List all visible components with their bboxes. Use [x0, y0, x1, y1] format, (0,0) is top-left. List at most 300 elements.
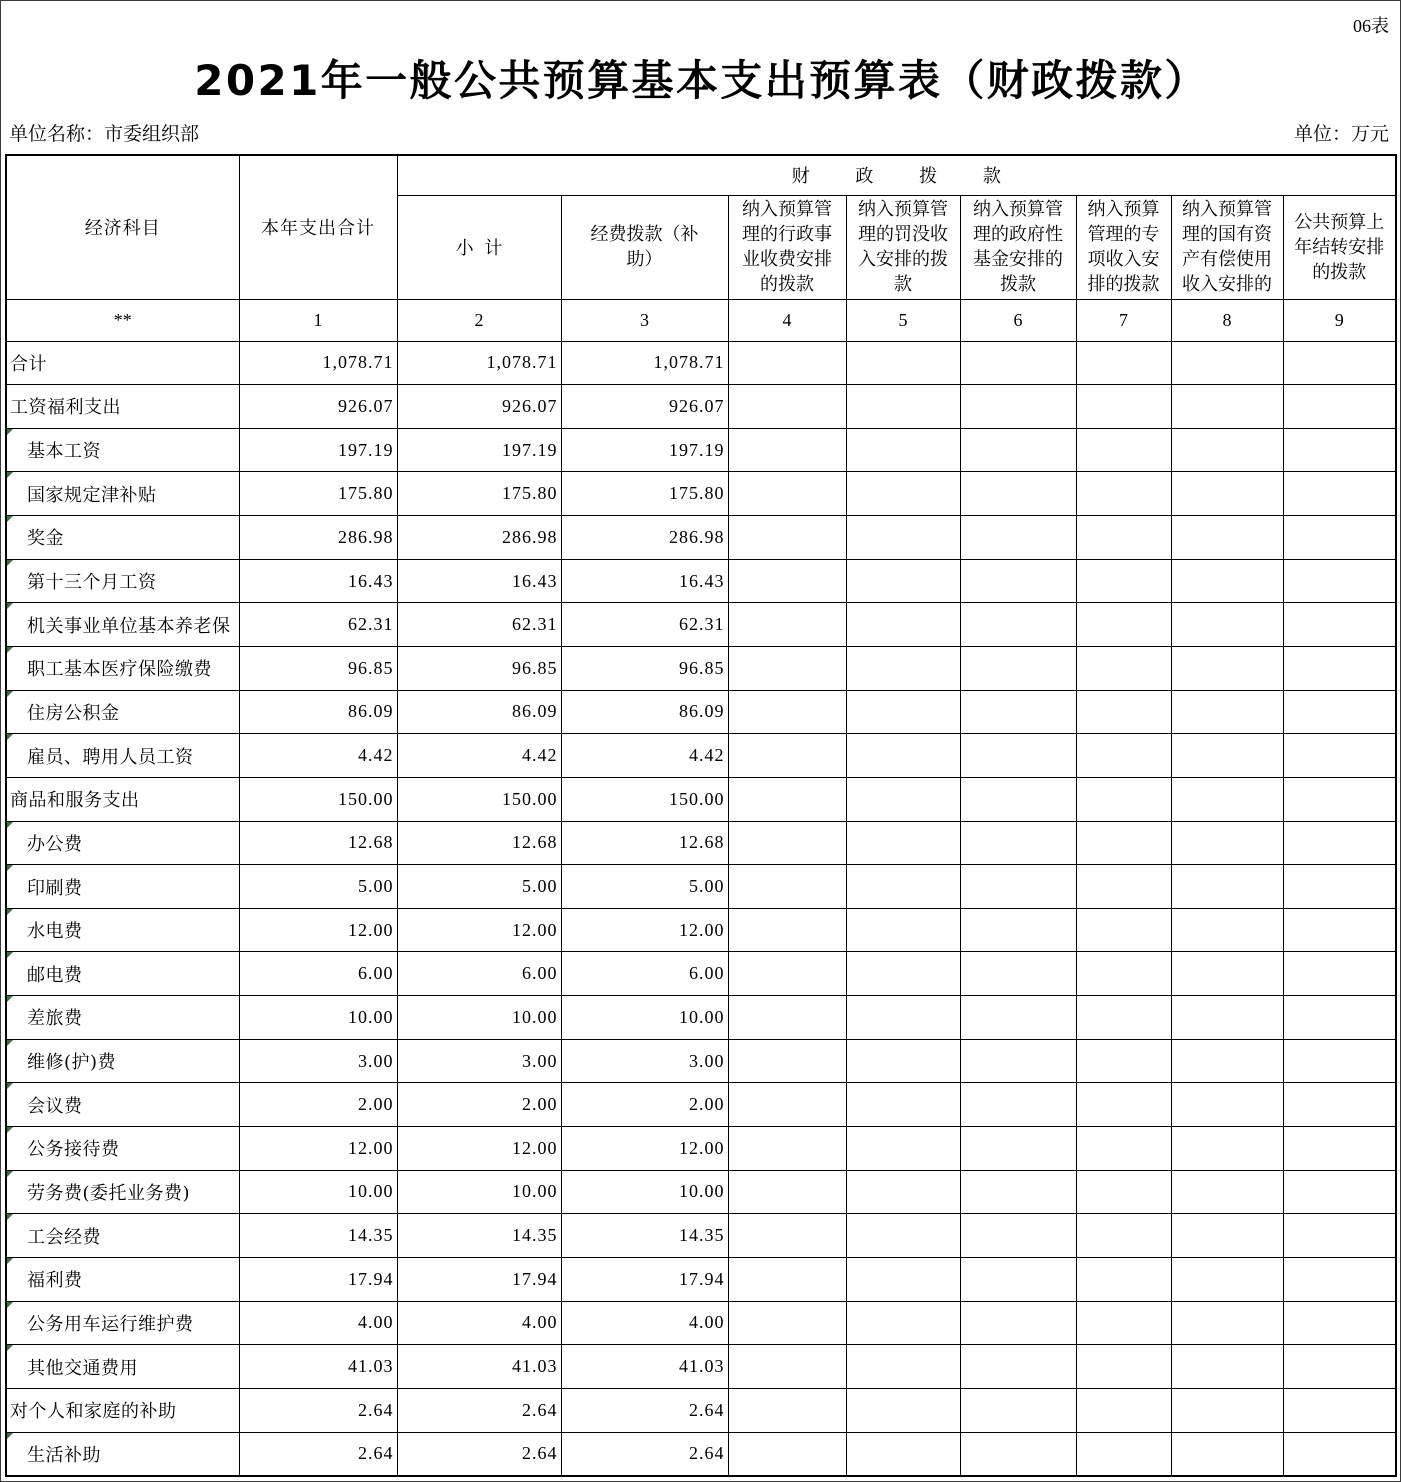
amount-cell: 41.03: [239, 1345, 397, 1389]
empty-cell: [1171, 1388, 1283, 1432]
table-row: [6, 559, 1396, 603]
empty-cell: [728, 1083, 846, 1127]
table-row: [6, 385, 1396, 429]
amount-cell: 41.03: [397, 1345, 561, 1389]
empty-cell: [960, 1432, 1076, 1476]
empty-cell: [1283, 1432, 1396, 1476]
header-fines-allocation: 纳入预算管理的罚没收入安排的拨款: [857, 199, 948, 295]
table-row: [6, 1170, 1396, 1214]
empty-cell: [1283, 385, 1396, 429]
empty-cell: [1171, 1039, 1283, 1083]
table-row: [6, 646, 1396, 690]
amount-cell: 12.00: [397, 908, 561, 952]
empty-cell: [1076, 341, 1171, 385]
row-label: 合计: [6, 341, 239, 385]
empty-cell: [846, 1345, 960, 1389]
index-cell: 1: [239, 299, 397, 341]
budget-table: [5, 154, 1397, 1477]
empty-cell: [846, 734, 960, 778]
empty-cell: [728, 341, 846, 385]
index-cell: 2: [397, 299, 561, 341]
row-label: 工资福利支出: [6, 385, 239, 429]
amount-cell: 2.00: [561, 1083, 728, 1127]
amount-cell: 926.07: [397, 385, 561, 429]
empty-cell: [1283, 1214, 1396, 1258]
empty-cell: [1171, 341, 1283, 385]
empty-cell: [1283, 1388, 1396, 1432]
empty-cell: [1076, 1083, 1171, 1127]
amount-cell: 86.09: [561, 690, 728, 734]
empty-cell: [960, 1345, 1076, 1389]
empty-cell: [960, 516, 1076, 560]
empty-cell: [1171, 952, 1283, 996]
empty-cell: [728, 559, 846, 603]
amount-cell: 197.19: [239, 428, 397, 472]
empty-cell: [960, 1301, 1076, 1345]
empty-cell: [1076, 734, 1171, 778]
header-column-cell: [1283, 195, 1396, 299]
empty-cell: [728, 1039, 846, 1083]
amount-cell: 150.00: [561, 777, 728, 821]
table-row: [6, 1083, 1396, 1127]
header-column-cell: [561, 195, 728, 299]
empty-cell: [1171, 516, 1283, 560]
amount-cell: 16.43: [239, 559, 397, 603]
empty-cell: [846, 1388, 960, 1432]
amount-cell: 2.64: [561, 1388, 728, 1432]
row-label: 住房公积金: [6, 690, 239, 734]
row-label: 差旅费: [6, 996, 239, 1040]
empty-cell: [1076, 1127, 1171, 1171]
empty-cell: [846, 1432, 960, 1476]
row-label: 机关事业单位基本养老保: [6, 603, 239, 647]
amount-cell: 6.00: [239, 952, 397, 996]
empty-cell: [1171, 1257, 1283, 1301]
amount-cell: 10.00: [397, 996, 561, 1040]
empty-cell: [1171, 865, 1283, 909]
row-label: 印刷费: [6, 865, 239, 909]
index-cell: 8: [1171, 299, 1283, 341]
empty-cell: [1076, 1257, 1171, 1301]
empty-cell: [1171, 603, 1283, 647]
empty-cell: [1283, 1127, 1396, 1171]
empty-cell: [960, 603, 1076, 647]
empty-cell: [728, 865, 846, 909]
empty-cell: [960, 385, 1076, 429]
empty-cell: [728, 603, 846, 647]
empty-cell: [960, 1214, 1076, 1258]
amount-cell: 12.68: [561, 821, 728, 865]
empty-cell: [1076, 472, 1171, 516]
table-row: [6, 1127, 1396, 1171]
amount-cell: 96.85: [397, 646, 561, 690]
table-header: [6, 155, 1396, 341]
amount-cell: 286.98: [239, 516, 397, 560]
empty-cell: [1283, 428, 1396, 472]
row-label: 奖金: [6, 516, 239, 560]
amount-cell: 4.00: [239, 1301, 397, 1345]
amount-cell: 5.00: [397, 865, 561, 909]
amount-cell: 14.35: [239, 1214, 397, 1258]
row-label: 邮电费: [6, 952, 239, 996]
empty-cell: [728, 1257, 846, 1301]
amount-cell: 286.98: [561, 516, 728, 560]
empty-cell: [1283, 559, 1396, 603]
empty-cell: [1171, 646, 1283, 690]
empty-cell: [960, 908, 1076, 952]
empty-cell: [1076, 1039, 1171, 1083]
amount-cell: 5.00: [239, 865, 397, 909]
header-subtotal: 小 计: [397, 195, 561, 299]
empty-cell: [1283, 1257, 1396, 1301]
empty-cell: [728, 996, 846, 1040]
amount-cell: 10.00: [239, 996, 397, 1040]
empty-cell: [960, 341, 1076, 385]
amount-cell: 2.64: [397, 1388, 561, 1432]
empty-cell: [846, 996, 960, 1040]
header-column-cell: [960, 195, 1076, 299]
empty-cell: [960, 952, 1076, 996]
row-label: 公务接待费: [6, 1127, 239, 1171]
empty-cell: [1076, 908, 1171, 952]
empty-cell: [1076, 603, 1171, 647]
empty-cell: [1076, 516, 1171, 560]
table-row: [6, 1345, 1396, 1389]
table-row: [6, 952, 1396, 996]
currency-unit: 单位：万元: [1293, 123, 1389, 145]
amount-cell: 926.07: [239, 385, 397, 429]
empty-cell: [846, 646, 960, 690]
table-row: [6, 821, 1396, 865]
empty-cell: [1283, 516, 1396, 560]
empty-cell: [1076, 385, 1171, 429]
empty-cell: [728, 1170, 846, 1214]
empty-cell: [1283, 1039, 1396, 1083]
row-label: 劳务费(委托业务费): [6, 1170, 239, 1214]
index-cell: **: [6, 299, 239, 341]
amount-cell: 17.94: [239, 1257, 397, 1301]
empty-cell: [728, 777, 846, 821]
empty-cell: [846, 821, 960, 865]
header-carryover-allocation: 公共预算上年结转安排的拨款: [1294, 211, 1385, 283]
empty-cell: [728, 952, 846, 996]
amount-cell: 197.19: [561, 428, 728, 472]
amount-cell: 12.00: [239, 1127, 397, 1171]
amount-cell: 4.00: [561, 1301, 728, 1345]
header-annual-total: 本年支出合计: [239, 155, 397, 299]
empty-cell: [1076, 952, 1171, 996]
amount-cell: 197.19: [397, 428, 561, 472]
table-row: [6, 1388, 1396, 1432]
index-cell: 7: [1076, 299, 1171, 341]
empty-cell: [1171, 690, 1283, 734]
row-label: 会议费: [6, 1083, 239, 1127]
empty-cell: [1171, 1214, 1283, 1258]
table-row: [6, 1214, 1396, 1258]
row-label: 第十三个月工资: [6, 559, 239, 603]
amount-cell: 5.00: [561, 865, 728, 909]
empty-cell: [846, 1083, 960, 1127]
empty-cell: [728, 1127, 846, 1171]
empty-cell: [1283, 603, 1396, 647]
empty-cell: [846, 865, 960, 909]
empty-cell: [1076, 821, 1171, 865]
empty-cell: [728, 1432, 846, 1476]
amount-cell: 17.94: [397, 1257, 561, 1301]
amount-cell: 175.80: [561, 472, 728, 516]
amount-cell: 96.85: [239, 646, 397, 690]
empty-cell: [728, 1345, 846, 1389]
amount-cell: 2.64: [239, 1388, 397, 1432]
amount-cell: 62.31: [397, 603, 561, 647]
header-column-cell: [846, 195, 960, 299]
header-funding-allocation: 经费拨款（补助）: [590, 224, 699, 270]
empty-cell: [846, 690, 960, 734]
empty-cell: [960, 690, 1076, 734]
empty-cell: [1283, 952, 1396, 996]
amount-cell: 150.00: [397, 777, 561, 821]
table-row: [6, 1432, 1396, 1476]
table-row: [6, 603, 1396, 647]
empty-cell: [846, 603, 960, 647]
empty-cell: [728, 516, 846, 560]
empty-cell: [728, 1388, 846, 1432]
row-label: 生活补助: [6, 1432, 239, 1476]
empty-cell: [1171, 472, 1283, 516]
empty-cell: [728, 472, 846, 516]
row-label: 商品和服务支出: [6, 777, 239, 821]
empty-cell: [1171, 734, 1283, 778]
empty-cell: [846, 385, 960, 429]
table-row: [6, 734, 1396, 778]
empty-cell: [1283, 646, 1396, 690]
table-row: [6, 865, 1396, 909]
empty-cell: [1076, 646, 1171, 690]
amount-cell: 12.00: [561, 908, 728, 952]
empty-cell: [1283, 996, 1396, 1040]
header-fiscal-allocation: 财 政 拨 款: [397, 155, 1396, 195]
empty-cell: [1171, 385, 1283, 429]
header-admin-fee-allocation: 纳入预算管理的行政事业收费安排的拨款: [741, 199, 832, 295]
empty-cell: [1283, 1345, 1396, 1389]
amount-cell: 17.94: [561, 1257, 728, 1301]
empty-cell: [846, 908, 960, 952]
table-body: [6, 341, 1396, 1476]
empty-cell: [1171, 1083, 1283, 1127]
row-label: 国家规定津补贴: [6, 472, 239, 516]
empty-cell: [1171, 1170, 1283, 1214]
empty-cell: [1076, 865, 1171, 909]
empty-cell: [846, 777, 960, 821]
amount-cell: 62.31: [561, 603, 728, 647]
header-column-cell: [728, 195, 846, 299]
empty-cell: [728, 734, 846, 778]
empty-cell: [1076, 777, 1171, 821]
row-label: 办公费: [6, 821, 239, 865]
empty-cell: [1171, 1345, 1283, 1389]
empty-cell: [846, 1257, 960, 1301]
empty-cell: [1076, 1170, 1171, 1214]
table-row: [6, 516, 1396, 560]
empty-cell: [1171, 908, 1283, 952]
empty-cell: [1283, 908, 1396, 952]
empty-cell: [960, 428, 1076, 472]
empty-cell: [960, 1127, 1076, 1171]
empty-cell: [1283, 821, 1396, 865]
empty-cell: [1076, 559, 1171, 603]
empty-cell: [728, 690, 846, 734]
empty-cell: [846, 516, 960, 560]
table-row: [6, 1301, 1396, 1345]
page-title: 2021年一般公共预算基本支出预算表（财政拨款）: [194, 56, 1209, 105]
amount-cell: 12.00: [397, 1127, 561, 1171]
row-label: 水电费: [6, 908, 239, 952]
row-label: 雇员、聘用人员工资: [6, 734, 239, 778]
table-row: [6, 341, 1396, 385]
empty-cell: [960, 996, 1076, 1040]
amount-cell: 4.42: [561, 734, 728, 778]
amount-cell: 926.07: [561, 385, 728, 429]
unit-name: 单位名称：市委组织部: [9, 123, 200, 145]
empty-cell: [1076, 428, 1171, 472]
row-label: 工会经费: [6, 1214, 239, 1258]
table-row: [6, 777, 1396, 821]
empty-cell: [1283, 1170, 1396, 1214]
empty-cell: [1076, 1388, 1171, 1432]
form-code: 06表: [1353, 16, 1389, 36]
header-special-income-allocation: 纳入预算管理的专项收入安排的拨款: [1087, 199, 1160, 295]
amount-cell: 175.80: [239, 472, 397, 516]
empty-cell: [1171, 1301, 1283, 1345]
empty-cell: [960, 1388, 1076, 1432]
empty-cell: [960, 646, 1076, 690]
empty-cell: [728, 1214, 846, 1258]
row-label: 公务用车运行维护费: [6, 1301, 239, 1345]
row-label: 职工基本医疗保险缴费: [6, 646, 239, 690]
empty-cell: [728, 1301, 846, 1345]
empty-cell: [846, 1214, 960, 1258]
amount-cell: 12.00: [561, 1127, 728, 1171]
empty-cell: [1283, 1301, 1396, 1345]
row-label: 维修(护)费: [6, 1039, 239, 1083]
amount-cell: 86.09: [239, 690, 397, 734]
empty-cell: [960, 1039, 1076, 1083]
amount-cell: 10.00: [397, 1170, 561, 1214]
empty-cell: [960, 1083, 1076, 1127]
empty-cell: [960, 821, 1076, 865]
empty-cell: [846, 1301, 960, 1345]
amount-cell: 175.80: [397, 472, 561, 516]
table-row: [6, 690, 1396, 734]
amount-cell: 2.00: [239, 1083, 397, 1127]
amount-cell: 4.00: [397, 1301, 561, 1345]
table-row: [6, 1257, 1396, 1301]
empty-cell: [728, 908, 846, 952]
amount-cell: 10.00: [561, 1170, 728, 1214]
amount-cell: 2.00: [397, 1083, 561, 1127]
amount-cell: 12.68: [239, 821, 397, 865]
empty-cell: [1171, 428, 1283, 472]
amount-cell: 4.42: [397, 734, 561, 778]
empty-cell: [846, 1170, 960, 1214]
amount-cell: 3.00: [239, 1039, 397, 1083]
amount-cell: 62.31: [239, 603, 397, 647]
amount-cell: 6.00: [397, 952, 561, 996]
empty-cell: [1076, 1214, 1171, 1258]
empty-cell: [960, 472, 1076, 516]
table-row: [6, 428, 1396, 472]
amount-cell: 14.35: [561, 1214, 728, 1258]
index-cell: 5: [846, 299, 960, 341]
empty-cell: [846, 559, 960, 603]
row-label: 基本工资: [6, 428, 239, 472]
table-row: [6, 908, 1396, 952]
empty-cell: [1171, 996, 1283, 1040]
empty-cell: [1283, 1083, 1396, 1127]
empty-cell: [1171, 821, 1283, 865]
amount-cell: 286.98: [397, 516, 561, 560]
header-column-cell: [1076, 195, 1171, 299]
amount-cell: 10.00: [561, 996, 728, 1040]
empty-cell: [960, 1170, 1076, 1214]
amount-cell: 86.09: [397, 690, 561, 734]
empty-cell: [960, 1257, 1076, 1301]
empty-cell: [1076, 1432, 1171, 1476]
empty-cell: [1171, 1127, 1283, 1171]
empty-cell: [846, 1039, 960, 1083]
row-label: 对个人和家庭的补助: [6, 1388, 239, 1432]
empty-cell: [960, 865, 1076, 909]
empty-cell: [1283, 472, 1396, 516]
amount-cell: 2.64: [239, 1432, 397, 1476]
empty-cell: [960, 734, 1076, 778]
empty-cell: [1076, 690, 1171, 734]
empty-cell: [728, 821, 846, 865]
amount-cell: 14.35: [397, 1214, 561, 1258]
table-row: [6, 996, 1396, 1040]
amount-cell: 1,078.71: [561, 341, 728, 385]
empty-cell: [1171, 559, 1283, 603]
empty-cell: [960, 777, 1076, 821]
amount-cell: 12.68: [397, 821, 561, 865]
header-government-fund-allocation: 纳入预算管理的政府性基金安排的拨款: [972, 199, 1063, 295]
row-label: 福利费: [6, 1257, 239, 1301]
amount-cell: 150.00: [239, 777, 397, 821]
empty-cell: [846, 428, 960, 472]
empty-cell: [1283, 734, 1396, 778]
empty-cell: [728, 385, 846, 429]
amount-cell: 4.42: [239, 734, 397, 778]
amount-cell: 3.00: [397, 1039, 561, 1083]
amount-cell: 96.85: [561, 646, 728, 690]
index-cell: 3: [561, 299, 728, 341]
amount-cell: 16.43: [561, 559, 728, 603]
empty-cell: [1171, 777, 1283, 821]
amount-cell: 10.00: [239, 1170, 397, 1214]
empty-cell: [1076, 1345, 1171, 1389]
amount-cell: 12.00: [239, 908, 397, 952]
index-cell: 6: [960, 299, 1076, 341]
amount-cell: 1,078.71: [239, 341, 397, 385]
index-cell: 4: [728, 299, 846, 341]
amount-cell: 16.43: [397, 559, 561, 603]
index-cell: 9: [1283, 299, 1396, 341]
header-state-assets-allocation: 纳入预算管理的国有资产有偿使用收入安排的: [1181, 199, 1272, 295]
amount-cell: 6.00: [561, 952, 728, 996]
header-index-row: [6, 299, 1396, 341]
header-row: [6, 155, 1396, 195]
empty-cell: [1283, 777, 1396, 821]
